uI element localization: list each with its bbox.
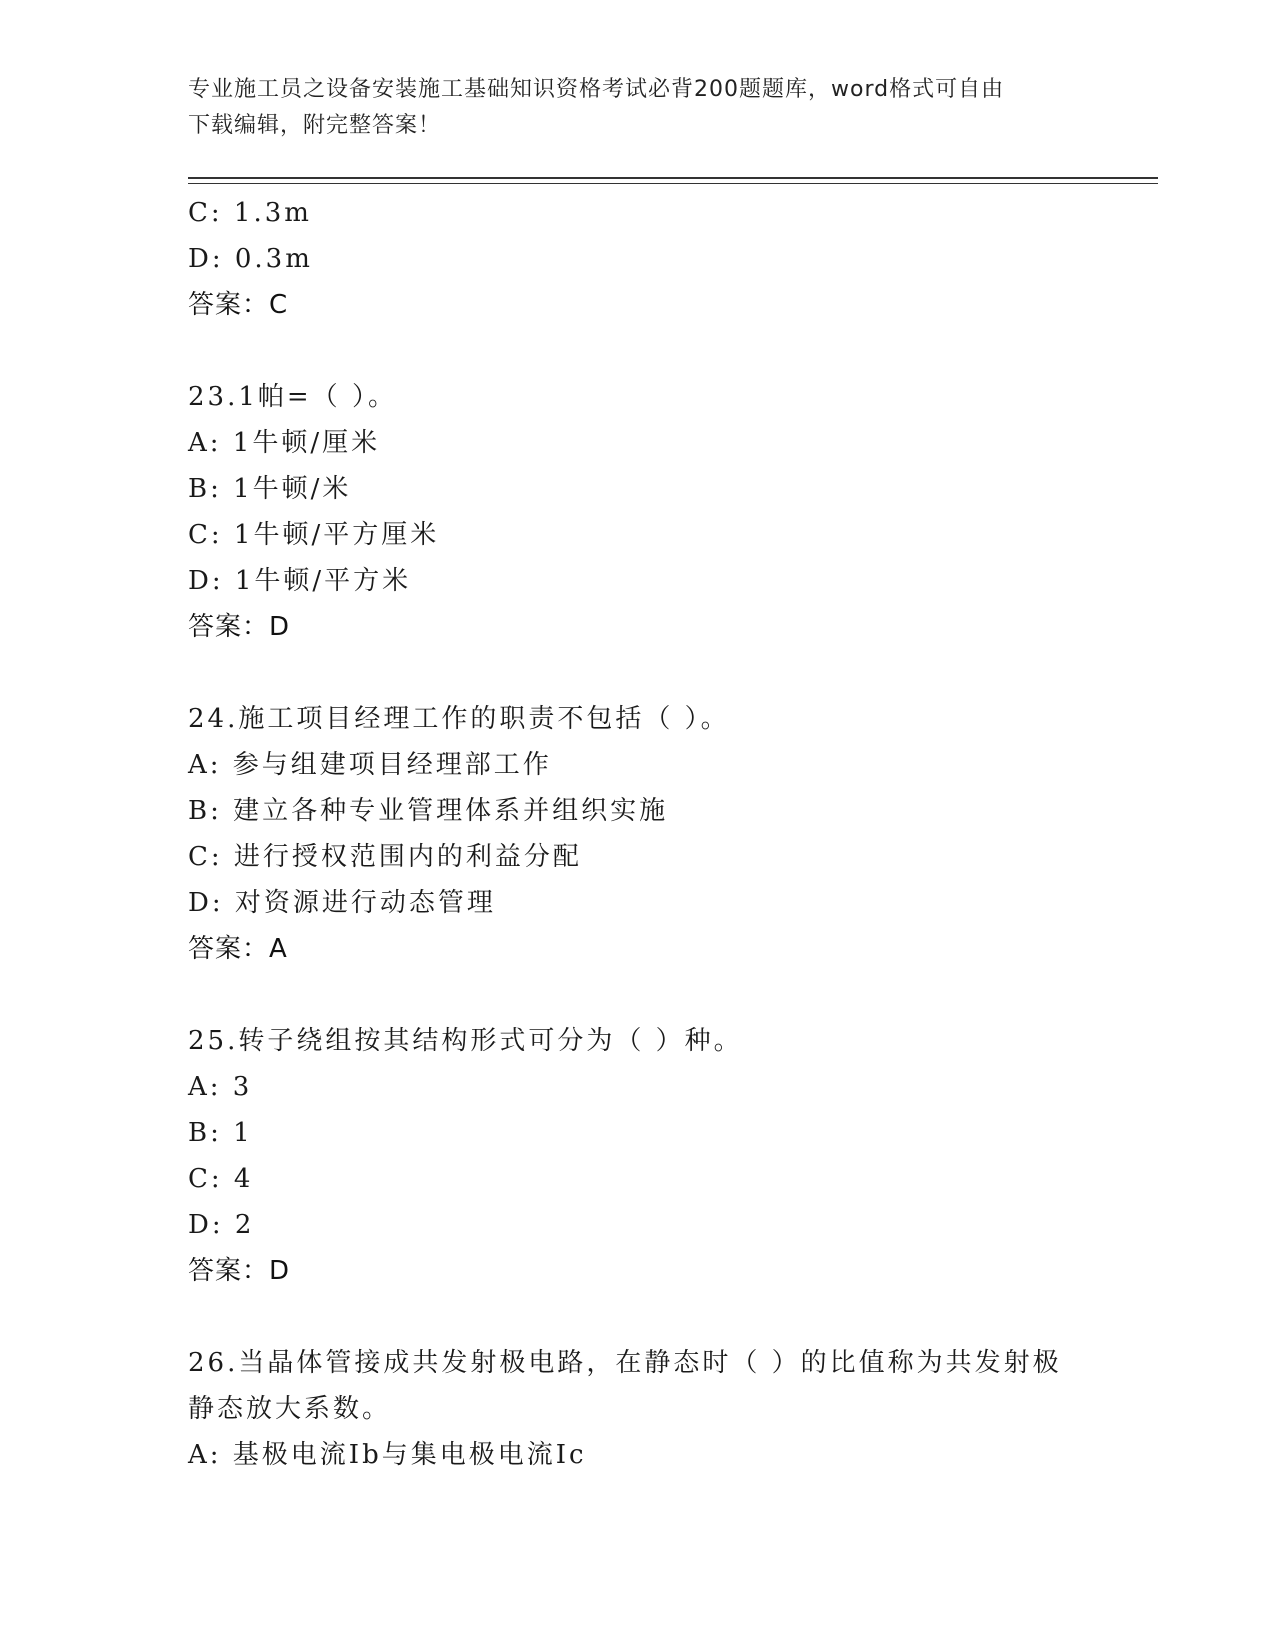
question-stem: 23.1帕=（ ）。 — [188, 382, 397, 412]
header-rule-thin — [188, 183, 1158, 184]
option-b: B: 建立各种专业管理体系并组织实施 — [188, 796, 669, 826]
question-stem-line-2: 静态放大系数。 — [188, 1394, 392, 1424]
option-a: A: 1牛顿/厘米 — [188, 428, 381, 458]
option-c: C: 进行授权范围内的利益分配 — [188, 842, 582, 872]
header-line-2: 下载编辑，附完整答案！ — [188, 113, 442, 138]
option-d: D: 1牛顿/平方米 — [188, 566, 412, 596]
answer-line: 答案：C — [188, 290, 289, 320]
document-header — [188, 72, 1078, 144]
spacer — [188, 328, 1158, 374]
option-c: C: 1牛顿/平方厘米 — [188, 520, 440, 550]
option-d: D: 2 — [188, 1210, 255, 1240]
question-stem: 25.转子绕组按其结构形式可分为（ ）种。 — [188, 1026, 743, 1056]
answer-line: 答案：D — [188, 612, 291, 642]
option-b: B: 1牛顿/米 — [188, 474, 352, 504]
option-a: A: 参与组建项目经理部工作 — [188, 750, 552, 780]
answer-line: 答案：D — [188, 1256, 291, 1286]
option-d: D: 对资源进行动态管理 — [188, 888, 496, 918]
spacer — [188, 1294, 1158, 1340]
answer-line: 答案：A — [188, 934, 288, 964]
header-line-1: 专业施工员之设备安装施工基础知识资格考试必背200题题库，word格式可自由 — [188, 77, 1005, 102]
question-stem: 24.施工项目经理工作的职责不包括（ ）。 — [188, 704, 730, 734]
header-rule-thick — [188, 177, 1158, 179]
question-stem-line-1: 26.当晶体管接成共发射极电路，在静态时（ ）的比值称为共发射极 — [188, 1348, 1062, 1378]
option-c: C: 4 — [188, 1164, 254, 1194]
option-a: A: 3 — [188, 1072, 253, 1102]
question-content — [188, 190, 1158, 1478]
spacer — [188, 972, 1158, 1018]
option-a: A: 基极电流Ib与集电极电流Ic — [188, 1440, 587, 1470]
spacer — [188, 650, 1158, 696]
option-b: B: 1 — [188, 1118, 253, 1148]
option-c: C: 1.3m — [188, 198, 312, 228]
option-d: D: 0.3m — [188, 244, 313, 274]
